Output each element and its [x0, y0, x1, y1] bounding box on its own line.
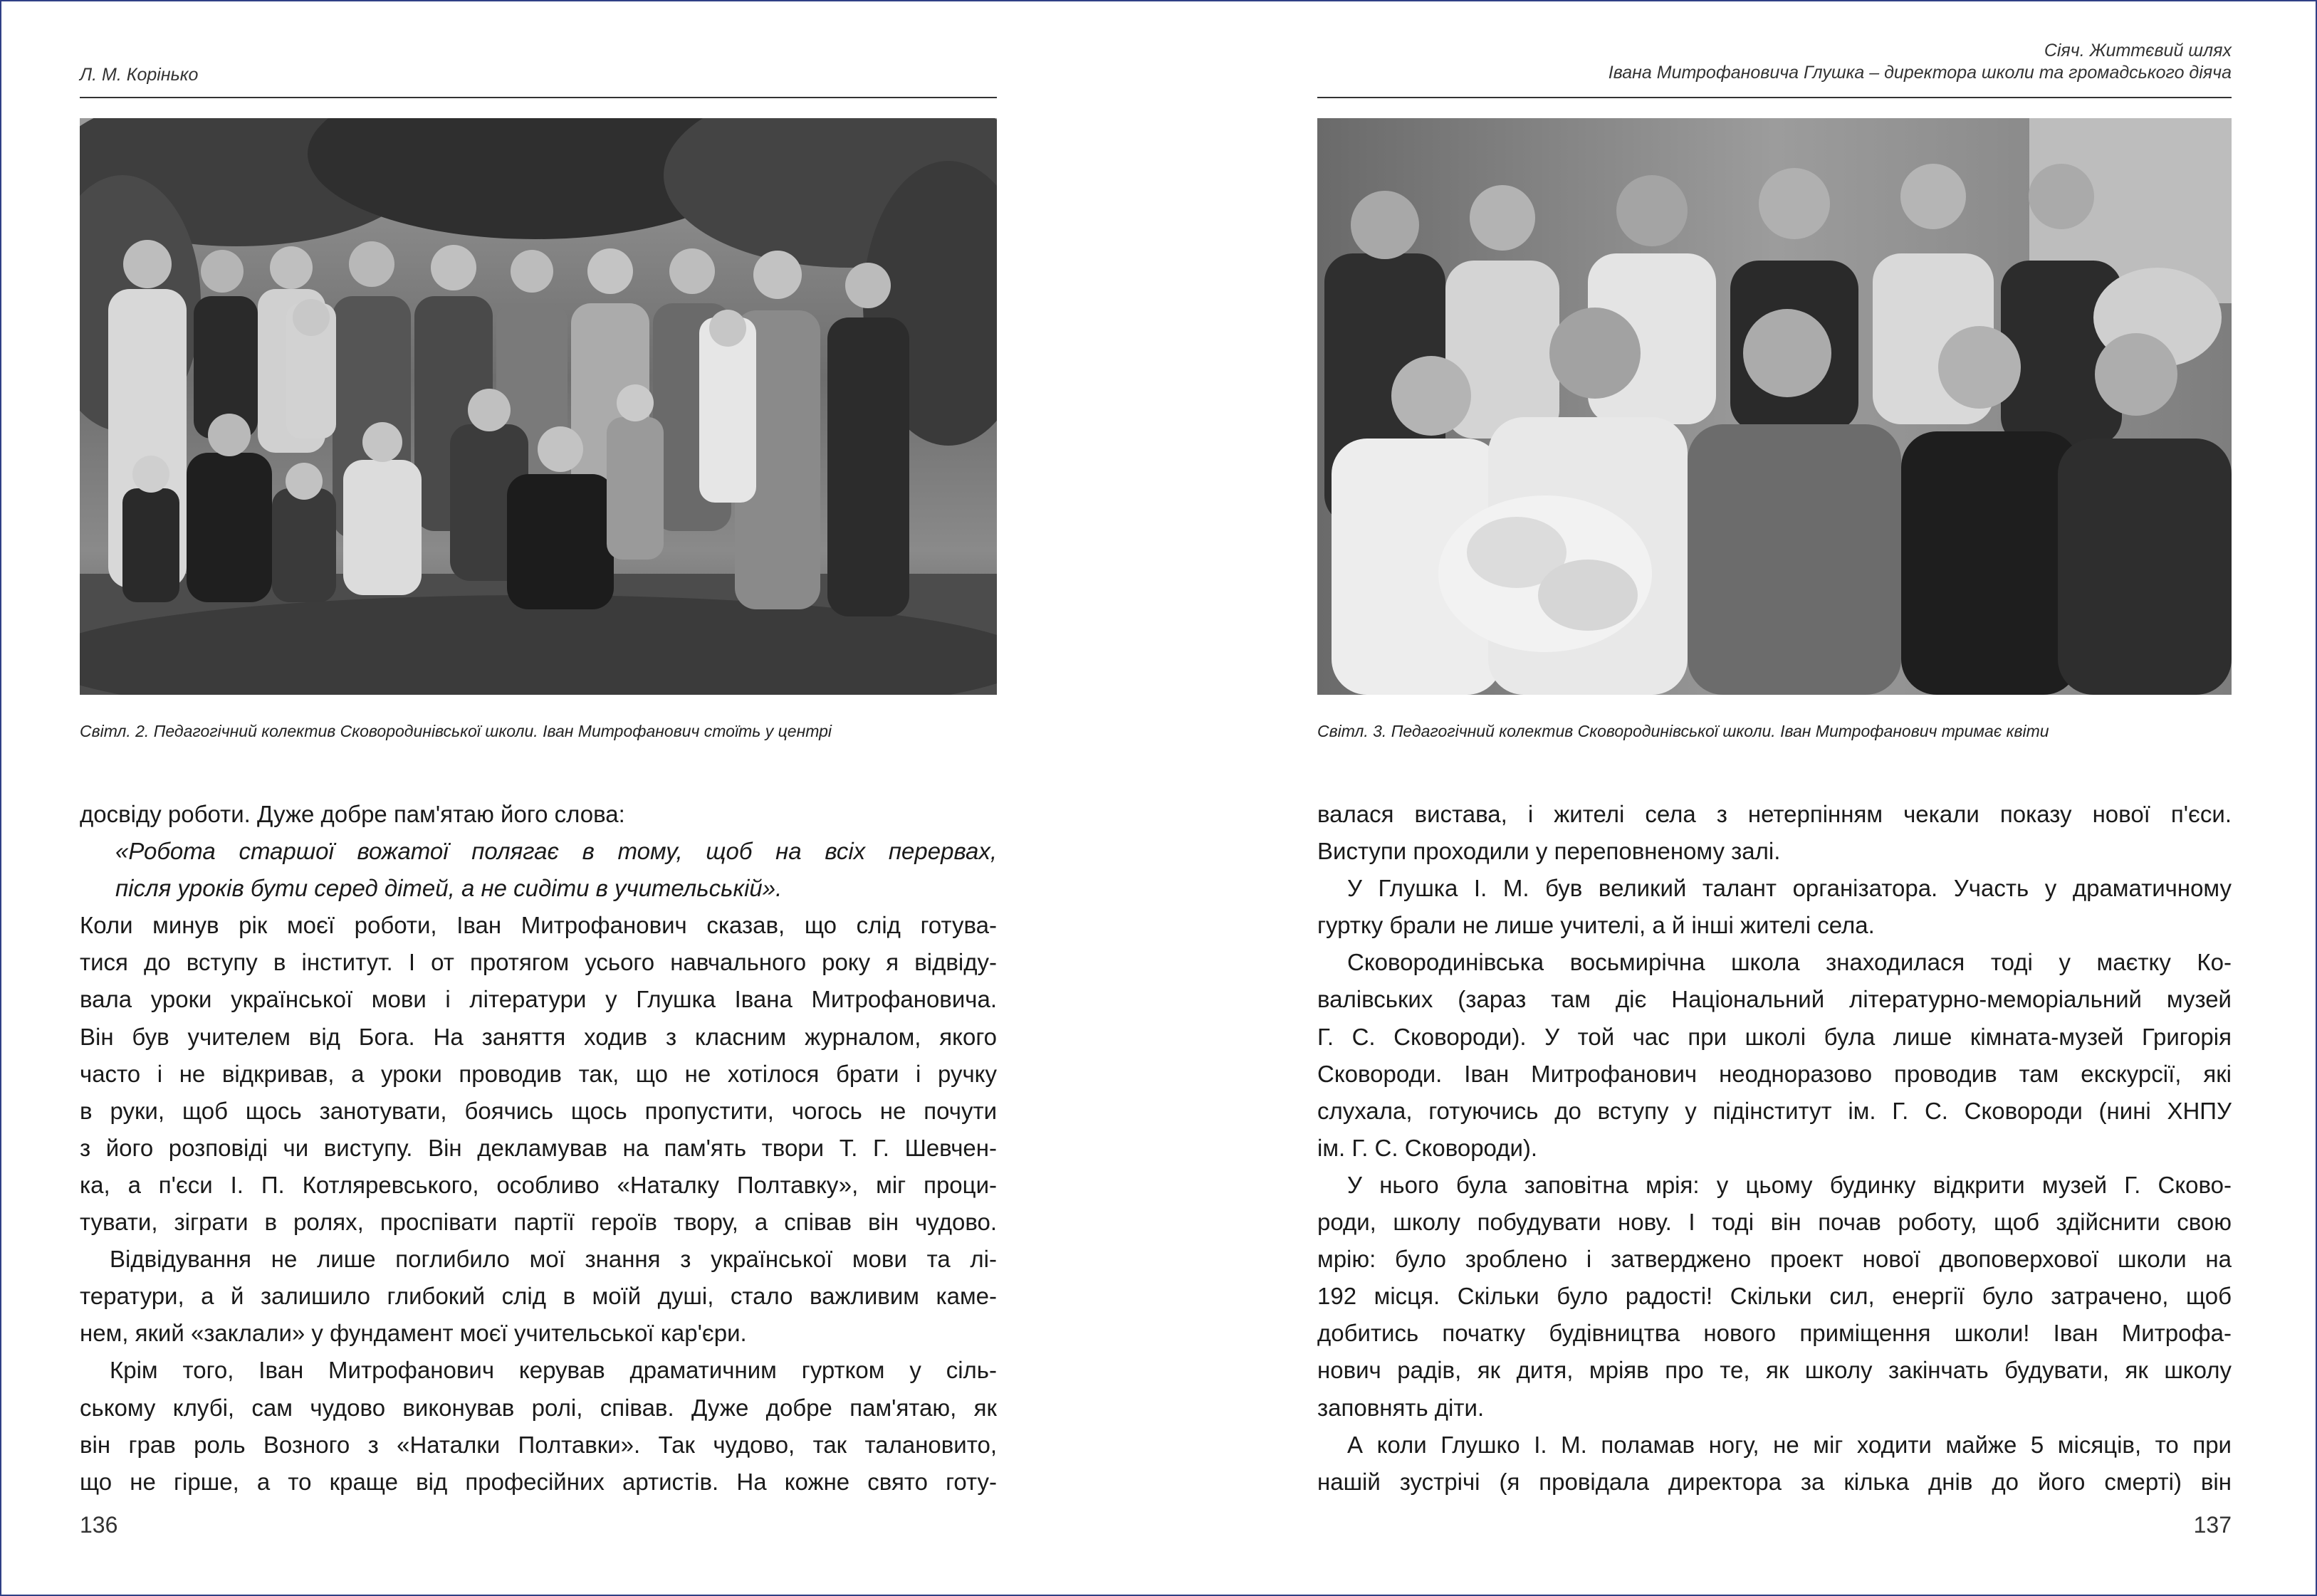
- text-line: гуртку брали не лише учителі, а й інші жителі села.: [1317, 912, 1875, 939]
- body-text: [80, 796, 997, 1501]
- body-text: [1317, 796, 2232, 1501]
- text-line: добитись початку будівництва нового приміщення школи! Іван Митрофа-: [1317, 1320, 2232, 1347]
- quote-line: після уроків бути серед дітей, а не сидіти в учительській».: [115, 875, 783, 902]
- text-line: нем, який «заклали» у фундамент моєї учительської кар'єри.: [80, 1320, 747, 1347]
- text-line: Сковороди. Іван Митрофанович неодноразово проводив там екскурсії, які: [1317, 1060, 2232, 1087]
- text-line: У Глушка І. М. був великий талант організатора. Участь у драматичному: [1347, 875, 2232, 902]
- text-line: Коли минув рік моєї роботи, Іван Митрофанович сказав, що слід готува-: [80, 912, 997, 939]
- text-line: нашій зустрічі (я провідала директора за кілька днів до його смерті) він: [1317, 1468, 2232, 1495]
- text-line: тератури, а й залишило глибокий слід в моїй душі, стало важливим каме-: [80, 1283, 997, 1310]
- figure-caption: Світл. 3. Педагогічний колектив Сковородинівської школи. Іван Митрофанович тримає квіти: [1317, 722, 2049, 740]
- text-line: ка, а п'єси І. П. Котляревського, особливо «Наталку Полтавку», міг проци-: [80, 1171, 997, 1198]
- text-line: Г. С. Сковороди). У той час при школі була лише кімната-музей Григорія: [1317, 1023, 2232, 1050]
- text-line: У нього була заповітна мрія: у цьому будинку відкрити музей Г. Сково-: [1347, 1171, 2232, 1198]
- text-line: Він був учителем від Бога. На заняття ходив з класним журналом, якого: [80, 1023, 997, 1050]
- text-line: ім. Г. С. Сковороди).: [1317, 1134, 1538, 1161]
- text-line: в руки, щоб щось занотувати, боячись щось пропустити, чогось не почути: [80, 1097, 997, 1124]
- text-line: Відвідування не лише поглибило мої знання з української мови та лі-: [110, 1246, 997, 1273]
- page-number: 136: [80, 1512, 118, 1538]
- quote-line: «Робота старшої вожатої полягає в тому, щоб на всіх перервах,: [115, 838, 997, 865]
- text-line: валася вистава, і жителі села з нетерпінням чекали показу нової п'єси.: [1317, 801, 2232, 827]
- text-line: часто і не відкривав, а уроки проводив так, що не хотілося брати і ручку: [80, 1060, 997, 1087]
- text-line: тувати, зіграти в ролях, проспівати партії героїв твору, а співав він чудово.: [80, 1209, 997, 1236]
- text-line: Сковородинівська восьмирічна школа знаходилася тоді у маєтку Ко-: [1347, 949, 2232, 976]
- text-line: А коли Глушко І. М. поламав ногу, не міг ходити майже 5 місяців, то при: [1347, 1431, 2232, 1458]
- running-head-line: Сіяч. Життєвий шлях: [2044, 41, 2232, 61]
- text-line: що не гірше, а то краще від професійних артистів. На кожне свято готу-: [80, 1468, 997, 1495]
- figure-caption: Світл. 2. Педагогічний колектив Сковородинівської школи. Іван Митрофанович стоїть у центрі: [80, 722, 832, 740]
- photo-teachers-with-flowers: [1317, 118, 2232, 695]
- text-line: роди, школу побудувати нову. І тоді він почав роботу, щоб здійснити свою: [1317, 1209, 2232, 1236]
- text-line: тися до вступу в інститут. І от протягом усього навчального року я відвіду-: [80, 949, 997, 976]
- text-line: валівських (зараз там діє Національний літературно-меморіальний музей: [1317, 986, 2232, 1013]
- text-line: ському клубі, сам чудово виконував ролі, співав. Дуже добре пам'ятаю, як: [80, 1394, 997, 1421]
- running-head-author: Л. М. Корінько: [80, 65, 199, 85]
- photo-figure-3: [1317, 118, 2232, 695]
- right-page: [1317, 0, 2232, 1596]
- text-line: слухала, готуючись до вступу у підінститут ім. Г. С. Сковороди (нині ХНПУ: [1317, 1097, 2232, 1124]
- left-page: [80, 0, 997, 1596]
- page-number: 137: [2193, 1512, 2232, 1538]
- text-line: Крім того, Іван Митрофанович керував драматичним гуртком у сіль-: [110, 1357, 997, 1384]
- running-head-title: [1317, 40, 2232, 84]
- photo-teachers-outdoors: [80, 118, 997, 695]
- text-line: з його розповіді чи виступу. Він декламував на пам'ять твори Т. Г. Шевчен-: [80, 1134, 997, 1161]
- header-rule: [1317, 97, 2232, 98]
- text-line: 192 місця. Скільки було радості! Скільки сил, енергії було затрачено, щоб: [1317, 1283, 2232, 1310]
- text-line: Виступи проходили у переповненому залі.: [1317, 838, 1781, 865]
- text-line: вала уроки української мови і літератури у Глушка Івана Митрофановича.: [80, 986, 997, 1013]
- text-line: мрію: було зроблено і затверджено проект нової двоповерхової школи на: [1317, 1246, 2232, 1273]
- running-head-line: Івана Митрофановича Глушка – директора школи та громадського діяча: [1608, 63, 2232, 83]
- text-line: він грав роль Возного з «Наталки Полтавки». Так чудово, так талановито,: [80, 1431, 997, 1458]
- text-line: заповнять діти.: [1317, 1394, 1485, 1421]
- text-line: досвіду роботи. Дуже добре пам'ятаю його слова:: [80, 801, 625, 827]
- header-rule: [80, 97, 997, 98]
- photo-figure-2: [80, 118, 997, 695]
- text-line: нович радів, як дитя, мріяв про те, як школу закінчать будувати, як школу: [1317, 1357, 2232, 1384]
